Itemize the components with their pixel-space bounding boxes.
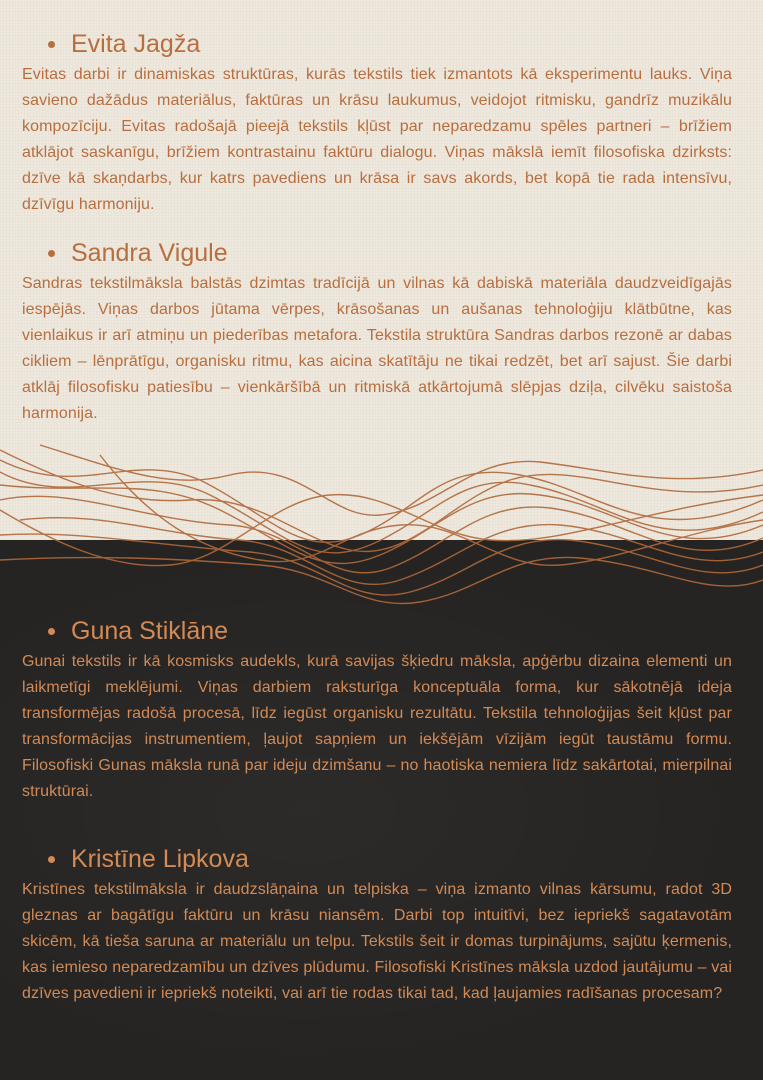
artist-bio: Gunai tekstils ir kā kosmisks audekls, kurā savijas šķiedru māksla, apģērbu dizaina elementi un laikmetīgi meklējumi. Viņas darbiem raksturīga konceptuāla forma, kur sākotnējā ideja transformējas radošā procesā, līdz iegūst organisku rezultātu. Tekstila tehnoloģijas šeit kļūst par transformācijas instrumentiem, ļaujot sapņiem un iekšējām vīzijām iegūt taustāmu formu. Filosofiski Gunas māksla runā par ideju dzimšanu – no haotiska nemiera līdz sakārtotai, mierpilnai struktūrai. bbox=[22, 653, 732, 800]
artist-name: Evita Jagža bbox=[71, 29, 201, 58]
artist-bio: Evitas darbi ir dinamiskas struktūras, kurās tekstils tiek izmantots kā eksperimentu lauks. Viņa savieno dažādus materiālus, faktūras un krāsu laukumus, veidojot ritmisku, gandrīz muzikālu kompozīciju. Evitas radošajā pieejā tekstils kļūst par neparedzamu spēles partneri – brīžiem atklājot saskanīgu, brīžiem kontrastainu faktūru dialogu. Viņas mākslā iemīt filosofiska dzirksts: dzīve kā skaņdarbs, kur katrs pavediens un krāsa ir savs akords, bet kopā tie rada intensīvu, dzīvīgu harmoniju. bbox=[22, 66, 732, 213]
bullet-icon bbox=[48, 41, 55, 48]
artist-heading bbox=[22, 27, 732, 61]
artist-heading bbox=[22, 842, 732, 876]
artist-name: Guna Stiklāne bbox=[71, 616, 229, 645]
bullet-icon bbox=[48, 628, 55, 635]
artist-section bbox=[22, 842, 732, 1007]
bullet-icon bbox=[48, 250, 55, 257]
artist-section bbox=[22, 614, 732, 805]
artist-bio: Sandras tekstilmāksla balstās dzimtas tradīcijā un vilnas kā dabiskā materiāla daudzveidīgajās iespējās. Viņas darbos jūtama vērpes, krāsošanas un aušanas tehnoloģiju klātbūtne, kas vienlaikus ir arī atmiņu un piederības metafora. Tekstila struktūra Sandras darbos rezonē ar dabas cikliem – lēnprātīgu, organisku ritmu, kas aicina skatītāju ne tikai redzēt, bet arī sajust. Šie darbi atklāj filosofisku patiesību – vienkāršībā un ritmiskā atkārtojumā slēpjas dziļa, cilvēku saistoša harmonija. bbox=[22, 275, 732, 422]
artist-name: Sandra Vigule bbox=[71, 238, 228, 267]
artist-name: Kristīne Lipkova bbox=[71, 844, 249, 873]
artist-section bbox=[22, 27, 732, 218]
artist-heading bbox=[22, 614, 732, 648]
thread-waves-decoration bbox=[0, 440, 763, 615]
artist-bio: Kristīnes tekstilmāksla ir daudzslāņaina un telpiska – viņa izmanto vilnas kārsumu, radot 3D gleznas ar bagātīgu faktūru un krāsu niansēm. Darbi top intuitīvi, bez iepriekš sagatavotām skicēm, kā tieša saruna ar materiālu un telpu. Tekstils šeit ir domas turpinājums, sajūtu ķermenis, kas iemieso neparedzamību un dzīves plūdumu. Filosofiski Kristīnes māksla uzdod jautājumu – vai dzīves pavedieni ir iepriekš noteikti, vai arī tie rodas tikai tad, kad ļaujamies radīšanas procesam? bbox=[22, 881, 732, 1002]
artist-section bbox=[22, 236, 732, 427]
artist-heading bbox=[22, 236, 732, 270]
bullet-icon bbox=[48, 856, 55, 863]
